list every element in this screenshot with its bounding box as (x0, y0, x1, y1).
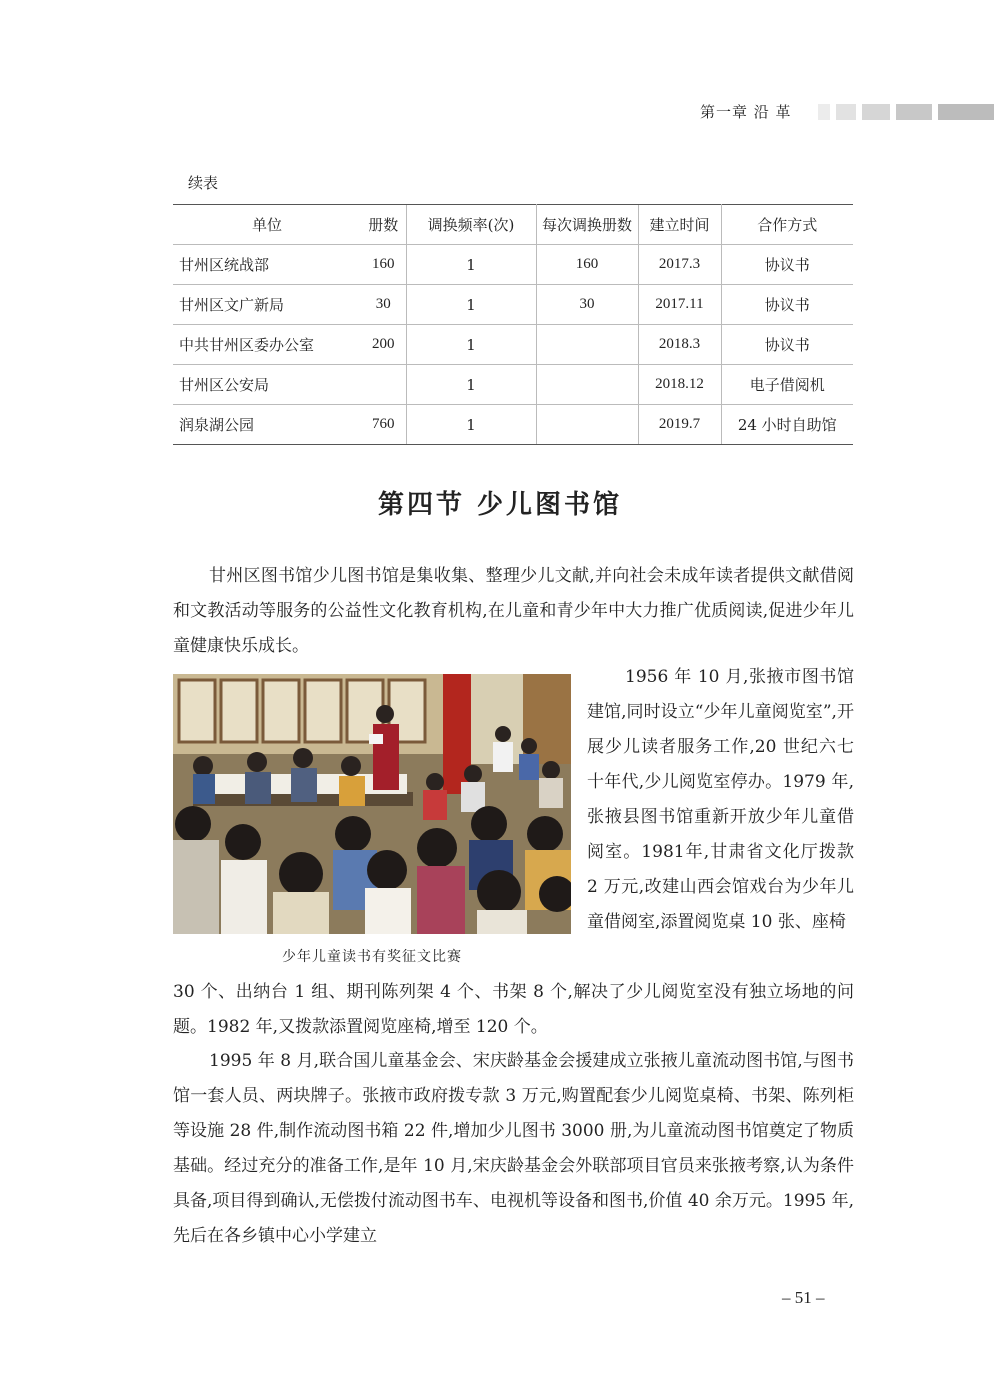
table-cell: 协议书 (721, 325, 853, 365)
column-header: 册数 (361, 205, 406, 245)
table-cell: 1 (406, 405, 536, 445)
intro-paragraph: 甘州区图书馆少儿图书馆是集收集、整理少儿文献,并向社会未成年读者提供文献借阅和文教活动等服务的公益性文化教育机构,在儿童和青少年中大力推广优质阅读,促进少年儿童健康快乐成长。 (173, 566, 854, 656)
table-cell: 1 (406, 285, 536, 325)
table-cell (536, 405, 638, 445)
header-decoration-bars (818, 104, 994, 120)
table-cell: 30 (536, 285, 638, 325)
table-row (173, 285, 853, 325)
side-paragraph-text: 1956 年 10 月,张掖市图书馆建馆,同时设立“少年儿童阅览室”,开展少儿读者服务工作,20 世纪六七十年代,少儿阅览室停办。1979 年,张掖县图书馆重新开放少年儿童借阅室。1981年,甘肃省文化厅拨款 2 万元,改建山西会馆戏台为少年儿童借阅室,添置阅览桌 10 张、座椅 (587, 667, 854, 932)
page-number: – 51 – (782, 1288, 825, 1307)
photo-caption: 少年儿童读书有奖征文比赛 (282, 949, 462, 965)
table-cell: 协议书 (721, 245, 853, 285)
column-header: 调换频率(次) (406, 205, 536, 245)
table-cell: 甘州区文广新局 (173, 285, 361, 325)
running-head: 第一章 沿 革 (700, 103, 792, 121)
table-cell: 1 (406, 365, 536, 405)
table-cell: 协议书 (721, 285, 853, 325)
table-cell: 200 (361, 325, 406, 365)
table-cell: 2018.12 (638, 365, 721, 405)
table-cell: 24 小时自助馆 (721, 405, 853, 445)
table-cell: 2017.11 (638, 285, 721, 325)
continuation-paragraph: 30 个、出纳台 1 组、期刊陈列架 4 个、书架 8 个,解决了少儿阅览室没有独立场地的问题。1982 年,又拨款添置阅览座椅,增至 120 个。 (173, 982, 854, 1037)
table-cell: 30 (361, 285, 406, 325)
table-header-row (173, 205, 853, 245)
table-cell: 甘州区公安局 (173, 365, 361, 405)
side-paragraph (587, 660, 854, 940)
table-row (173, 365, 853, 405)
column-header: 建立时间 (638, 205, 721, 245)
table-cell (536, 365, 638, 405)
column-header: 每次调换册数 (536, 205, 638, 245)
column-header: 合作方式 (721, 205, 853, 245)
table-cell (536, 325, 638, 365)
table-row (173, 245, 853, 285)
table-cell: 2017.3 (638, 245, 721, 285)
reading-contest-photo (173, 674, 571, 934)
table-cell: 甘州区统战部 (173, 245, 361, 285)
table-cell: 中共甘州区委办公室 (173, 325, 361, 365)
table-cell: 760 (361, 405, 406, 445)
table-caption: 续表 (188, 174, 219, 192)
table-row (173, 325, 853, 365)
table-cell: 电子借阅机 (721, 365, 853, 405)
table-cell: 2018.3 (638, 325, 721, 365)
lending-table (173, 204, 853, 445)
table-cell: 2019.7 (638, 405, 721, 445)
paragraph-1995: 1995 年 8 月,联合国儿童基金会、宋庆龄基金会援建成立张掖儿童流动图书馆,与图书馆一套人员、两块牌子。张掖市政府拨专款 3 万元,购置配套少儿阅览桌椅、书架、陈列柜等设施 28 件,制作流动图书箱 22 件,增加少儿图书 3000 册,为儿童流动图书馆奠定了物质基础。经过充分的准备工作,是年 10 月,宋庆龄基金会外联部项目官员来张掖考察,认为条件具备,项目得到确认,无偿拨付流动图书车、电视机等设备和图书,价值 40 余万元。1995 年,先后在各乡镇中心小学建立 (173, 1051, 854, 1246)
table-cell: 1 (406, 245, 536, 285)
section-title: 第四节 少儿图书馆 (377, 490, 623, 520)
table-cell: 1 (406, 325, 536, 365)
column-header: 单位 (173, 205, 361, 245)
table-row (173, 405, 853, 445)
table-cell (361, 365, 406, 405)
table-cell: 160 (536, 245, 638, 285)
table-cell: 润泉湖公园 (173, 405, 361, 445)
table-cell: 160 (361, 245, 406, 285)
